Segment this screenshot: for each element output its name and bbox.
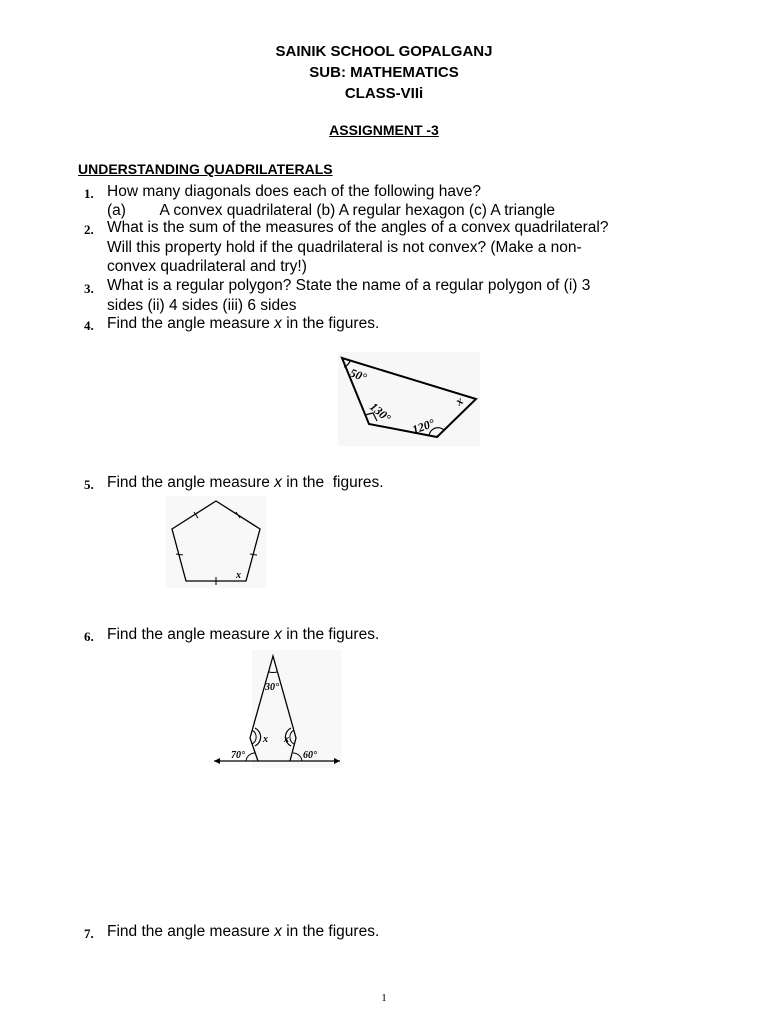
variable-x: x bbox=[274, 626, 282, 643]
question-number: 7. bbox=[84, 926, 94, 941]
question-text: Find the angle measure x in the figures. bbox=[107, 474, 384, 491]
angle-label: 30° bbox=[265, 682, 279, 693]
angle-label: 50° bbox=[347, 365, 369, 385]
question-text: (a) A convex quadrilateral (b) A regular hexagon (c) A triangle bbox=[107, 202, 556, 219]
question-number: 3. bbox=[84, 281, 94, 296]
question-text: Find the angle measure x in the figures. bbox=[107, 923, 380, 940]
question-text: How many diagonals does each of the following have? bbox=[107, 183, 481, 200]
question-number: 2. bbox=[84, 222, 94, 237]
question-number: 6. bbox=[84, 629, 94, 644]
variable-x: x bbox=[274, 923, 282, 940]
variable-label: x bbox=[284, 734, 289, 745]
class-line: CLASS-VIIi bbox=[344, 85, 424, 102]
question-number: 4. bbox=[84, 318, 94, 333]
question-text: What is the sum of the measures of the angles of a convex quadrilateral? bbox=[107, 219, 609, 236]
angle-label: 70° bbox=[231, 750, 245, 761]
question-number: 1. bbox=[84, 186, 94, 201]
section-title: UNDERSTANDING QUADRILATERALS bbox=[78, 161, 333, 177]
triangle-kite-figure bbox=[210, 650, 344, 768]
subject-line: SUB: MATHEMATICS bbox=[309, 64, 459, 81]
page-number: 1 bbox=[381, 992, 387, 1004]
pentagon-figure bbox=[166, 496, 266, 588]
school-name: SAINIK SCHOOL GOPALGANJ bbox=[275, 43, 493, 60]
angle-label: 130° bbox=[367, 399, 394, 425]
question-text: Will this property hold if the quadrilateral is not convex? (Make a non- bbox=[107, 239, 582, 256]
question-text: Find the angle measure x in the figures. bbox=[107, 315, 380, 332]
variable-x: x bbox=[274, 474, 282, 491]
variable-x: x bbox=[274, 315, 282, 332]
question-text: Find the angle measure x in the figures. bbox=[107, 626, 380, 643]
quadrilateral-figure bbox=[338, 352, 480, 446]
angle-label: 60° bbox=[303, 750, 317, 761]
angle-label: 120° bbox=[410, 415, 437, 437]
assignment-title: ASSIGNMENT -3 bbox=[329, 122, 439, 138]
variable-label: x bbox=[452, 393, 466, 409]
question-text: convex quadrilateral and try!) bbox=[107, 258, 307, 275]
question-text: What is a regular polygon? State the name of a regular polygon of (i) 3 bbox=[107, 277, 591, 294]
question-number: 5. bbox=[84, 477, 94, 492]
variable-label: x bbox=[236, 570, 241, 581]
variable-label: x bbox=[263, 734, 268, 745]
question-text: sides (ii) 4 sides (iii) 6 sides bbox=[107, 297, 297, 314]
